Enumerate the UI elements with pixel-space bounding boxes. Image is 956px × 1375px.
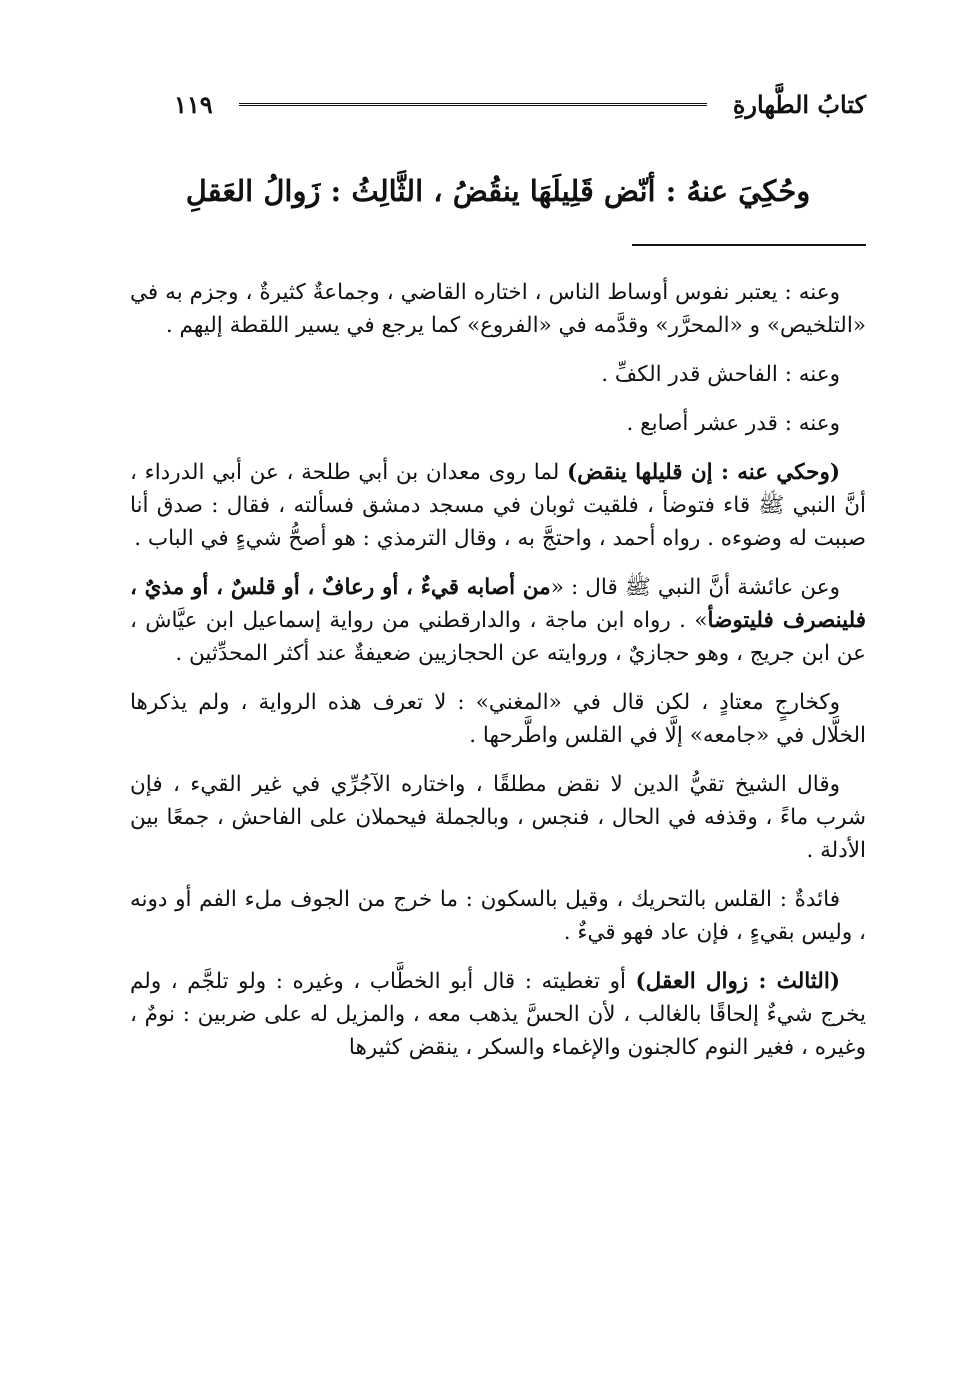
paragraph	[130, 358, 866, 391]
matn-quote: (وحكي عنه : إن قليلها ينقض)	[566, 460, 840, 485]
paragraph	[130, 407, 866, 440]
paragraph-text: أو تغطيته : قال أبو الخطَّاب ، وغيره : ولو تلجَّم ، ولم يخرج شيءٌ إلحاقًا بالغالب ، لأن الحسَّ يذهب معه ، والمزيل له على ضربين : نومٌ ، وغيره ، فغير النوم كالجنون والإغماء والسكر ، ينقض كثيرها	[130, 969, 866, 1060]
paragraph	[130, 571, 866, 670]
separator-line	[632, 244, 866, 246]
header-rule	[239, 103, 707, 106]
paragraph	[130, 768, 866, 867]
hadith-quote: من أصابه قيءٌ ، أو رعافٌ ، أو قلسٌ ، أو مذيٌ ، فلينصرف فليتوضأ	[130, 575, 866, 633]
paragraph-text: وعنه : الفاحش قدر الكفِّ .	[601, 362, 840, 387]
paragraph-text: فائدةٌ : القلس بالتحريك ، وقيل بالسكون : ما خرج من الجوف ملء الفم أو دونه ، وليس بقيءٍ ، فإن عاد فهو قيءٌ .	[130, 887, 866, 945]
paragraph-text: وعنه : قدر عشر أصابع .	[626, 411, 840, 436]
matn-text: وحُكِيَ عنهُ : أنّض قَلِيلَهَا ينقُضُ ، الثَّالِثُ : زَوالُ العَقلِ	[185, 174, 811, 208]
paragraph-text: وعنه : يعتبر نفوس أوساط الناس ، اختاره القاضي ، وجماعةٌ كثيرةٌ ، وجزم به في «التلخيص» و «المحرَّر» وقدَّمه في «الفروع» كما يرجع في يسير اللقطة إليهم .	[130, 280, 866, 338]
page-header	[130, 86, 866, 122]
paragraph-text: وقال الشيخ تقيُّ الدين لا نقض مطلقًا ، واختاره الآجُرِّي في غير القيء ، فإن شرب ماءً ، وقذفه في الحال ، فنجس ، وبالجملة فيحملان على الفاحش ، جمعًا بين الأدلة .	[130, 772, 866, 863]
paragraph	[130, 456, 866, 555]
paragraph	[130, 686, 866, 752]
paragraph	[130, 276, 866, 342]
commentary-body	[130, 276, 866, 1080]
book-page	[130, 0, 866, 1375]
paragraph-text: لما روى معدان بن أبي طلحة ، عن أبي الدرداء ، أنَّ النبي ﷺ قاء فتوضأ ، فلقيت ثوبان في مسجد دمشق فسألته ، فقال : صدق أنا صببت له وضوءه . رواه أحمد ، واحتجَّ به ، وقال الترمذي : هو أصحُّ شيءٍ في الباب .	[130, 460, 866, 551]
running-title: كتابُ الطَّهارةِ	[732, 89, 866, 119]
paragraph	[130, 883, 866, 949]
paragraph-text: » . رواه ابن ماجة ، والدارقطني من رواية إسماعيل ابن عيَّاش ، عن ابن جريج ، وهو حجازيٌ ، وروايته عن الحجازيين ضعيفةٌ عند أكثر المحدِّثين .	[130, 608, 866, 666]
page-number: ١١٩	[174, 89, 213, 119]
paragraph-text: وكخارجٍ معتادٍ ، لكن قال في «المغني» : لا تعرف هذه الرواية ، ولم يذكرها الخلَّال في «جامعه» إلَّا في القلس واطَّرحها .	[130, 690, 866, 748]
matn-quote: (الثالث : زوال العقل)	[635, 969, 840, 994]
paragraph	[130, 965, 866, 1064]
paragraph-text: وعن عائشة أنَّ النبي ﷺ قال : «	[550, 575, 840, 600]
